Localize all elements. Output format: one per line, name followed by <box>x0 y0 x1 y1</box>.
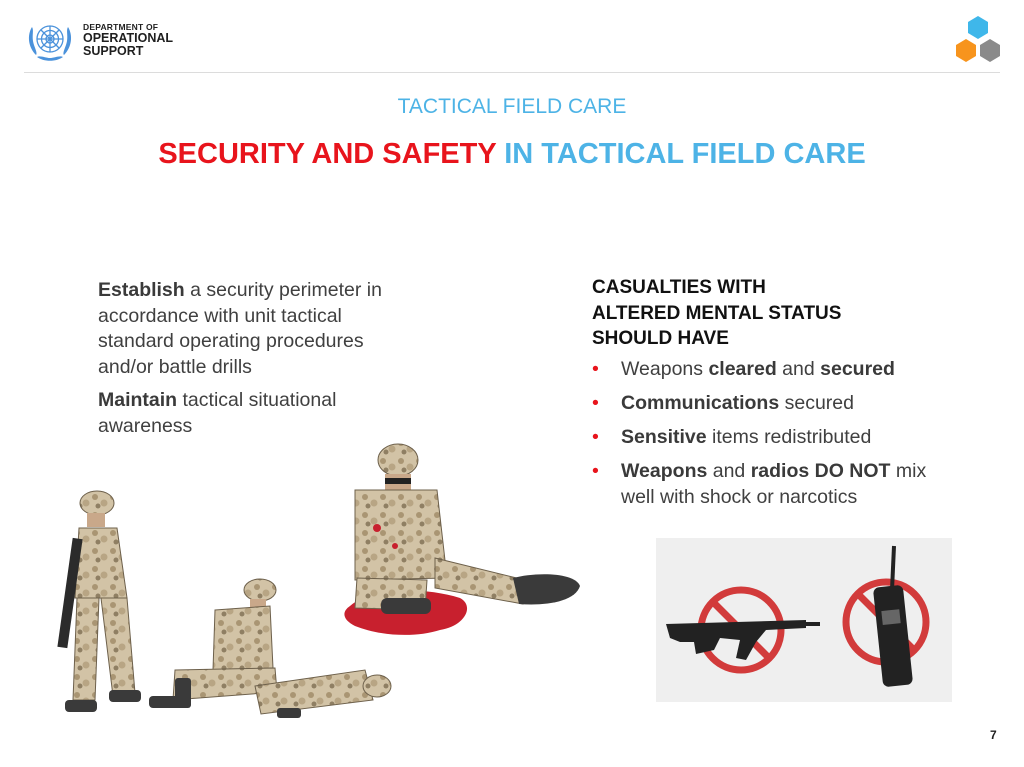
bullet-dot: • <box>592 392 599 414</box>
casualties-heading <box>592 275 912 352</box>
slide-title <box>0 138 1024 171</box>
bullet-text: items redistributed <box>706 426 872 448</box>
heading-line-2: ALTERED MENTAL STATUS <box>592 302 842 324</box>
bullet-text: Weapons <box>621 358 709 380</box>
bullet-bold: cleared <box>708 358 777 380</box>
soldiers-casualty-illustration <box>55 438 590 723</box>
header-divider <box>24 72 1000 73</box>
bullet-text: secured <box>779 392 854 414</box>
slide-subtitle: TACTICAL FIELD CARE <box>397 95 627 118</box>
department-wordmark <box>83 22 173 58</box>
list-item <box>592 391 942 417</box>
bullet-bold: secured <box>820 358 895 380</box>
list-item <box>592 425 942 451</box>
heading-line-1: CASUALTIES WITH <box>592 277 766 298</box>
wounded-soldier <box>355 444 580 614</box>
no-weapons-icon <box>666 590 820 670</box>
maintain-bold: Maintain <box>98 389 178 411</box>
bullet-bold: radios DO NOT <box>750 460 891 482</box>
bullet-text: mix well with shock or narcotics <box>621 460 927 508</box>
hexagon-cluster-icon <box>952 14 1004 66</box>
bullet-dot: • <box>592 358 599 380</box>
title-blue-part: IN TACTICAL FIELD CARE <box>504 138 866 170</box>
maintain-paragraph <box>98 388 408 439</box>
un-emblem-icon <box>24 17 76 65</box>
bullet-bold: Sensitive <box>621 426 707 448</box>
establish-rest: a security perimeter in accordance with unit tactical standard operating procedures and/or battle drills <box>98 279 382 378</box>
prohibited-items-panel <box>656 538 952 702</box>
bullet-text: and <box>707 460 751 482</box>
establish-paragraph <box>98 278 408 380</box>
bullet-bold: Weapons <box>621 460 708 482</box>
prohibited-items-graphic <box>656 538 952 702</box>
establish-bold: Establish <box>98 279 185 301</box>
bullet-bold: Communications <box>621 392 780 414</box>
left-text-block <box>98 278 408 447</box>
heading-line-3: SHOULD HAVE <box>592 328 729 349</box>
bullet-text: and <box>776 358 821 380</box>
bullet-dot: • <box>592 460 599 482</box>
slide-header <box>0 0 1024 72</box>
dept-line-2: OPERATIONAL <box>83 31 174 45</box>
page-number: 7 <box>990 728 997 742</box>
maintain-rest: tactical situational awareness <box>98 389 337 437</box>
title-red-part: SECURITY AND SAFETY <box>158 138 497 170</box>
list-item <box>592 459 942 510</box>
dept-line-3: SUPPORT <box>83 44 144 58</box>
casualty-bullet-list <box>592 357 942 519</box>
list-item <box>592 357 942 383</box>
dept-line-1: DEPARTMENT OF <box>83 22 159 32</box>
no-radios-icon <box>846 546 926 687</box>
bullet-dot: • <box>592 426 599 448</box>
standing-soldier <box>57 491 141 712</box>
